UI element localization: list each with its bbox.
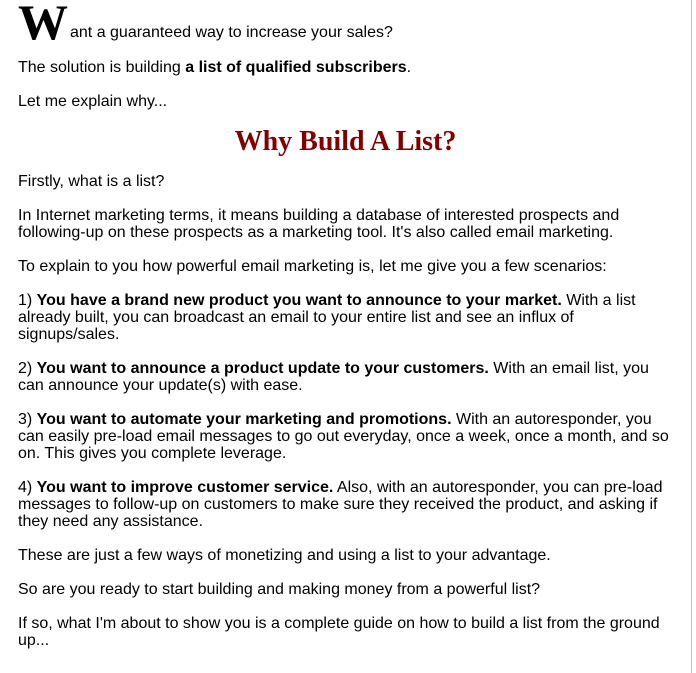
scenario-title: You want to automate your marketing and promotions. — [36, 411, 452, 428]
scenario-number: 2) — [18, 360, 37, 377]
article-body — [18, 0, 673, 666]
solution-paragraph — [18, 59, 673, 76]
scenario-text: With an email list, you can announce your update(s) with ease. — [18, 360, 649, 394]
scenario-text: With a list already built, you can broadcast an email to your entire list and see an influx of signups/sales. — [18, 292, 636, 343]
scenario-title: You want to improve customer service. — [36, 479, 334, 496]
scenario-text: With an autoresponder, you can easily pre-load email messages to go out everyday, once a week, once a month, and so on. This gives you complete leverage. — [18, 411, 669, 462]
ready-question: So are you ready to start building and making money from a powerful list? — [18, 581, 541, 598]
scenarios-intro: To explain to you how powerful email marketing is, let me give you a few scenarios: — [18, 258, 607, 275]
solution-bold: a list of qualified subscribers — [185, 59, 407, 76]
scenario-1 — [18, 292, 673, 343]
scenario-number: 4) — [18, 479, 37, 496]
scenario-2 — [18, 360, 673, 394]
definition-paragraph: In Internet marketing terms, it means building a database of interested prospects and following-up on these prospects as a marketing tool. It's also called email marketing. — [18, 207, 620, 241]
scenario-4 — [18, 479, 673, 530]
guide-teaser: If so, what I'm about to show you is a complete guide on how to build a list from the ground up... — [18, 615, 660, 649]
solution-prefix: The solution is building — [18, 59, 186, 76]
solution-suffix: . — [406, 59, 412, 76]
scenario-title: You have a brand new product you want to announce to your market. — [36, 292, 562, 309]
explain-paragraph: Let me explain why... — [18, 93, 168, 110]
summary-paragraph: These are just a few ways of monetizing and using a list to your advantage. — [18, 547, 551, 564]
scenario-title: You want to announce a product update to your customers. — [36, 360, 489, 377]
scenario-3 — [18, 411, 673, 462]
scenario-number: 3) — [18, 411, 37, 428]
section-heading: Why Build A List? — [234, 126, 457, 157]
intro-question — [18, 0, 673, 50]
scenario-number: 1) — [18, 292, 37, 309]
drop-cap-letter: W — [18, 0, 68, 50]
definition-question: Firstly, what is a list? — [18, 173, 165, 190]
scenario-text: Also, with an autoresponder, you can pre-load messages to follow-up on customers to make sure they received the product, and asking if they need any assistance. — [18, 479, 663, 530]
intro-question-text: ant a guaranteed way to increase your sales? — [70, 24, 393, 41]
